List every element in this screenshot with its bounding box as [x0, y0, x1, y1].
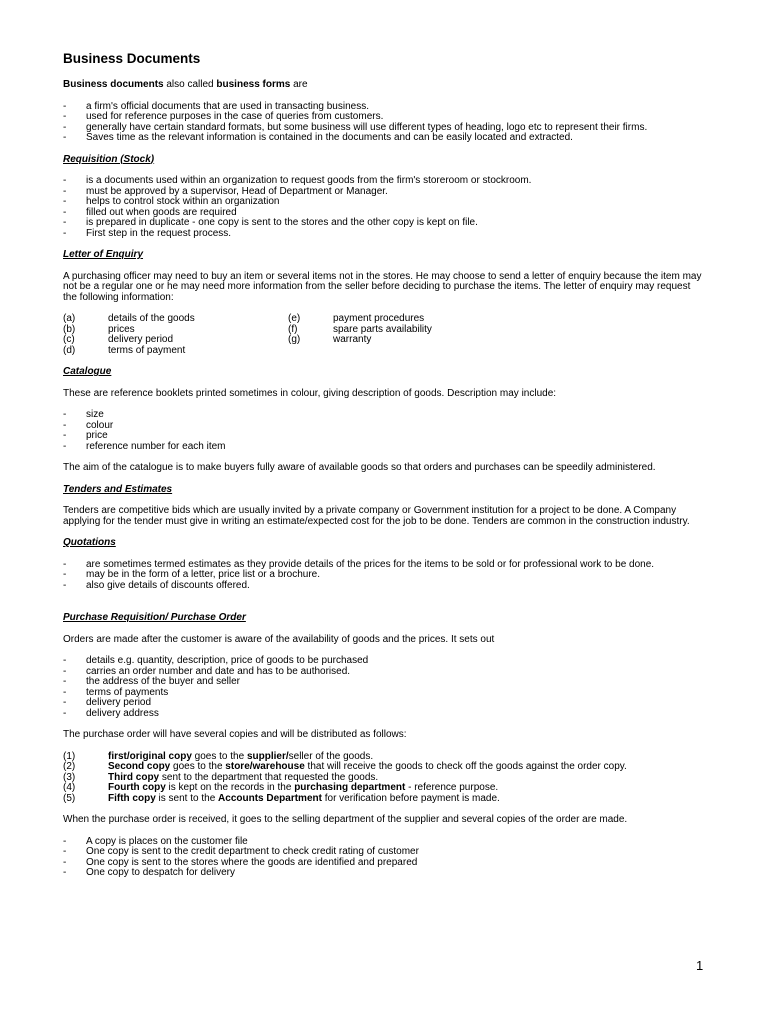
- list-item: - details e.g. quantity, description, price of goods to be purchased: [63, 656, 703, 667]
- section-heading-quotations: Quotations: [63, 537, 116, 548]
- list-label: (b): [63, 323, 76, 335]
- requisition-list: [63, 176, 703, 239]
- tenders-paragraph: Tenders are competitive bids which are usually invited by a private company or Government institution for a project to be done. A Company applying for the tender must give in writing an estimate/expected cost for the job to be done. Tenders are common in the construction industry.: [63, 505, 690, 527]
- intro-paragraph: Business documents also called business forms are: [63, 79, 308, 90]
- list-item: payment procedures: [333, 313, 425, 324]
- purchase-paragraph-3: When the purchase order is received, it goes to the selling department of the supplier and several copies of the order are made.: [63, 814, 628, 825]
- list-item: - One copy is sent to the credit department to check credit rating of customer: [63, 847, 703, 858]
- list-item: - also give details of discounts offered.: [63, 581, 703, 592]
- list-item: - First step in the request process.: [63, 229, 703, 240]
- section-heading-tenders: Tenders and Estimates: [63, 483, 173, 495]
- section-heading-requisition: Requisition (Stock): [63, 153, 155, 165]
- list-item: - helps to control stock within an organization: [63, 197, 703, 208]
- catalogue-list: [63, 410, 703, 452]
- enquiry-info-list: [63, 314, 703, 356]
- list-label: (c): [63, 334, 75, 345]
- list-item: (4) Fourth copy is kept on the records in the purchasing department - reference purpose.: [63, 782, 499, 793]
- list-item: warranty: [333, 334, 372, 345]
- list-item: - One copy is sent to the stores where the goods are identified and prepared: [63, 858, 703, 869]
- list-item: - size: [63, 410, 703, 421]
- list-item: (2) Second copy goes to the store/warehouse that will receive the goods to check off the goods against the order copy.: [63, 761, 627, 772]
- list-label: (d): [63, 344, 76, 356]
- list-item: - colour: [63, 421, 703, 432]
- list-label: (f): [288, 323, 298, 335]
- purchase-list-2: [63, 837, 703, 879]
- list-item: - terms of payments: [63, 688, 703, 699]
- list-item: - the address of the buyer and seller: [63, 677, 703, 688]
- list-item: - carries an order number and date and has to be authorised.: [63, 667, 703, 678]
- list-item: - delivery period: [63, 698, 703, 709]
- document-body: [63, 51, 703, 890]
- list-item: - delivery address: [63, 709, 703, 720]
- list-item: - is a documents used within an organization to request goods from the firm's storeroom or stockroom.: [63, 176, 703, 187]
- list-item: delivery period: [108, 334, 174, 345]
- list-item: (3) Third copy sent to the department that requested the goods.: [63, 771, 379, 783]
- list-item: - are sometimes termed estimates as they provide details of the prices for the items to be sold or for professional work to be done.: [63, 560, 703, 571]
- intro-list: [63, 102, 703, 144]
- list-item: terms of payment: [108, 344, 186, 356]
- list-item: prices: [108, 323, 135, 335]
- list-item: - must be approved by a supervisor, Head of Department or Manager.: [63, 187, 703, 198]
- purchase-paragraph: Orders are made after the customer is aware of the availability of goods and the prices. It sets out: [63, 633, 495, 645]
- section-heading-purchase-order: Purchase Requisition/ Purchase Order: [63, 612, 246, 623]
- purchase-copies-list: [63, 752, 703, 805]
- list-item: - used for reference purposes in the case of queries from customers.: [63, 112, 703, 123]
- catalogue-paragraph-2: The aim of the catalogue is to make buyers fully aware of available goods so that orders and purchases can be speedily administered.: [63, 462, 656, 473]
- list-label: (a): [63, 313, 76, 324]
- list-item: - A copy is places on the customer file: [63, 837, 703, 848]
- list-item: - reference number for each item: [63, 442, 703, 453]
- list-label: (g): [288, 334, 301, 345]
- purchase-paragraph-2: The purchase order will have several copies and will be distributed as follows:: [63, 729, 407, 740]
- enquiry-paragraph: A purchasing officer may need to buy an item or several items not in the stores. He may choose to send a letter of enquiry because the item may not be a regular one or he may need more information from the seller before deciding to purchase the items. The letter of enquiry may request the following information:: [63, 270, 702, 303]
- list-item: - price: [63, 431, 703, 442]
- list-item: - One copy to despatch for delivery: [63, 868, 703, 879]
- intro-term-2: business forms: [216, 79, 291, 90]
- list-item: (5) Fifth copy is sent to the Accounts Department for verification before payment is made.: [63, 792, 500, 804]
- quotations-list: [63, 560, 703, 592]
- list-item: - Saves time as the relevant information is contained in the documents and can be easily located and extracted.: [63, 133, 703, 144]
- section-heading-enquiry: Letter of Enquiry: [63, 249, 144, 260]
- list-item: details of the goods: [108, 313, 195, 324]
- list-item: - is prepared in duplicate - one copy is sent to the stores and the other copy is kept on file.: [63, 218, 703, 229]
- page-number: 1: [696, 958, 704, 973]
- catalogue-paragraph: These are reference booklets printed sometimes in colour, giving description of goods. Description may include:: [63, 387, 557, 399]
- list-item: (1) first/original copy goes to the supplier/seller of the goods.: [63, 750, 374, 762]
- list-item: - generally have certain standard formats, but some business will use different types of heading, logo etc to represent their firms.: [63, 123, 703, 134]
- purchase-list: [63, 656, 703, 719]
- list-item: - may be in the form of a letter, price list or a brochure.: [63, 570, 703, 581]
- intro-term-1: Business documents: [63, 79, 164, 90]
- list-item: spare parts availability: [333, 323, 432, 335]
- section-heading-catalogue: Catalogue: [63, 366, 112, 377]
- list-item: - filled out when goods are required: [63, 208, 703, 219]
- list-item: - a firm's official documents that are used in transacting business.: [63, 102, 703, 113]
- page-title: Business Documents: [63, 51, 201, 66]
- list-label: (e): [288, 313, 301, 324]
